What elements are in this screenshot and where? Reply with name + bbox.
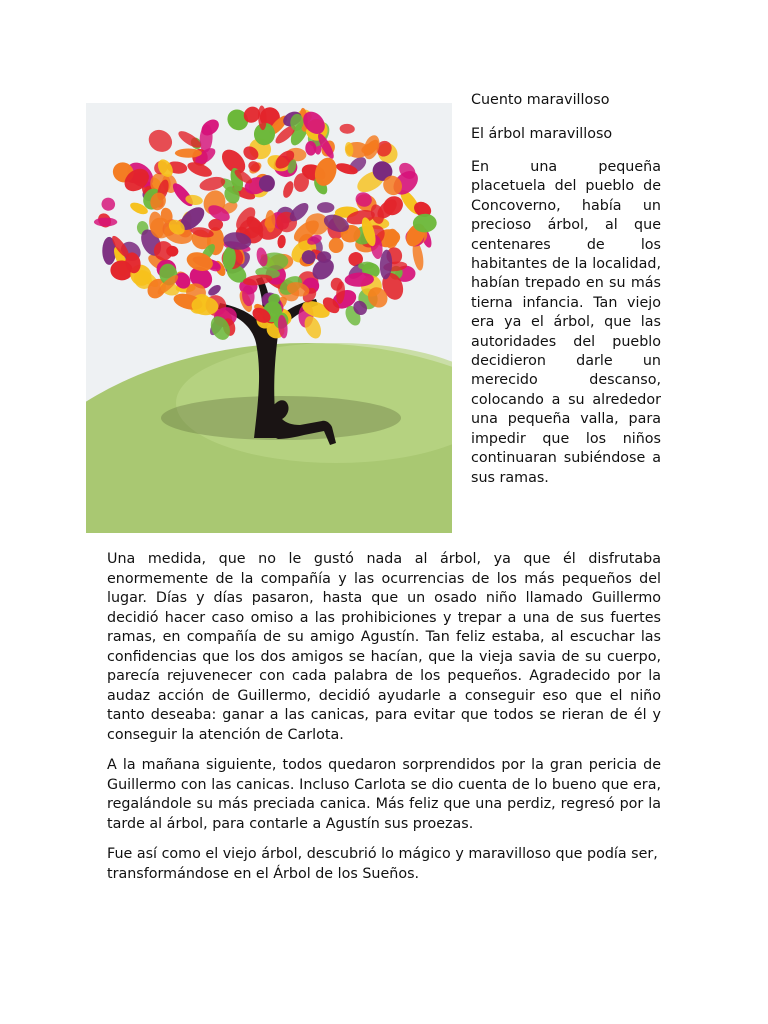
intro-paragraph: En una pequeña placetuela del pueblo de Concoverno, había un precioso árbol, al que centenares de los habitantes de la localidad, habían trepado en su más tierna infancia. Tan viejo era ya el árbol, que las autoridades del pueblo decidieron darle un merecido descanso, colocando a su alrededor una pequeña valla, para impedir que los niños continuaran subiéndose a sus ramas. bbox=[471, 159, 661, 486]
leaf bbox=[94, 218, 117, 227]
story-paragraph-3: Fue así como el viejo árbol, descubrió lo mágico y maravilloso que podía ser, transformándose en el Árbol de los Sueños. bbox=[107, 846, 658, 882]
story-paragraph-2: A la mañana siguiente, todos quedaron sorprendidos por la gran pericia de Guillermo con las canicas. Incluso Carlota se dio cuenta de lo bueno que era, regalándole su más preciada canica. Más feliz que una perdiz, regresó por la tarde al árbol, para contarle a Agustín sus proezas. bbox=[107, 757, 661, 832]
story-body bbox=[107, 550, 661, 895]
leaf bbox=[175, 149, 202, 158]
document-title: Cuento maravilloso bbox=[471, 92, 610, 108]
tree-illustration bbox=[86, 103, 452, 533]
colorful-tree-icon bbox=[86, 103, 452, 533]
story-title: El árbol maravilloso bbox=[471, 126, 613, 142]
story-paragraph-1: Una medida, que no le gustó nada al árbol, ya que él disfrutaba enormemente de la compañía y las ocurrencias de los más pequeños del lugar. Días y días pasaron, hasta que un osado niño llamado Guillermo decidió hacer caso omiso a las prohibiciones y trepar a una de sus fuertes ramas, en compañía de su amigo Agustín. Tan feliz estaba, al escuchar las confidencias que los dos amigos se hacían, que la vieja savia de su cuerpo, parecía rejuvenecer con cada palabra de los pequeños. Agradecido por la audaz acción de Guillermo, decidió ayudarle a conseguir eso que el niño tanto deseaba: ganar a las canicas, para evitar que todos se rieran de él y conseguir la atención de Carlota. bbox=[107, 551, 661, 743]
side-text-column bbox=[471, 90, 661, 488]
